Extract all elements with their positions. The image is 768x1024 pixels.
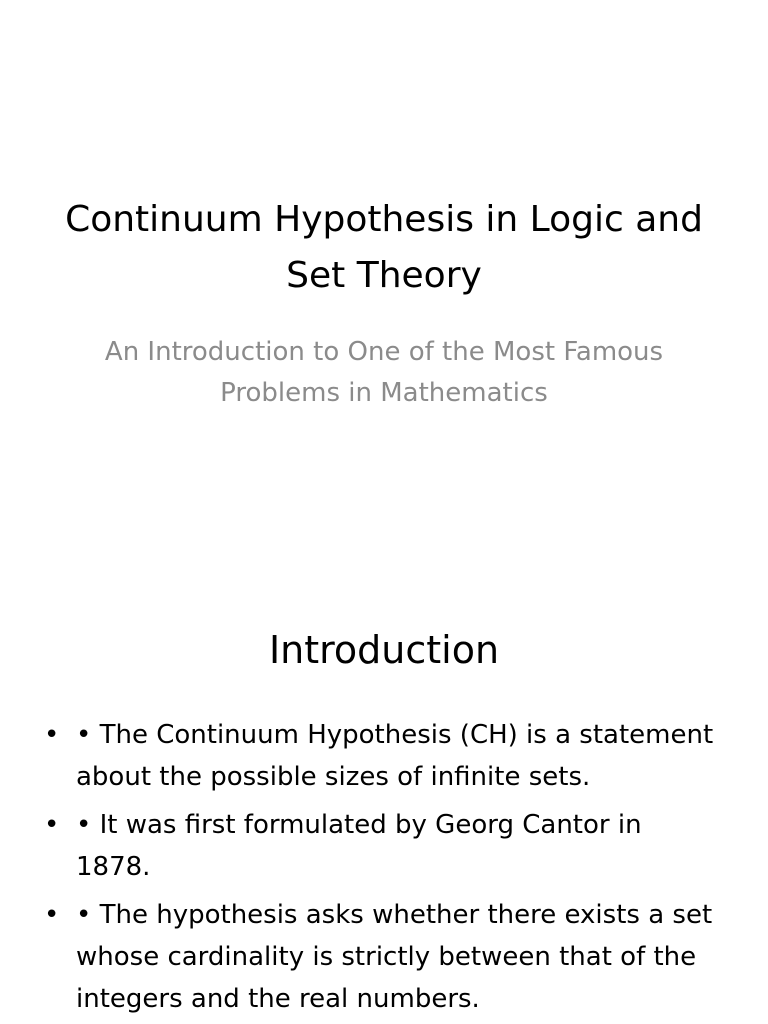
list-item	[0, 894, 768, 1020]
slide-heading: Introduction	[268, 628, 500, 672]
bullet-text: • The hypothesis asks whether there exists a set whose cardinality is strictly between that of the integers and the real numbers.	[76, 900, 713, 1014]
bullet-text: • The Continuum Hypothesis (CH) is a statement about the possible sizes of infinite sets.	[76, 720, 714, 792]
bullet-text: • It was first formulated by Georg Cantor in 1878.	[76, 810, 642, 882]
slide-title: Continuum Hypothesis in Logic and Set Theory	[65, 199, 703, 296]
bullet-icon: •	[44, 720, 60, 750]
list-item	[0, 804, 768, 888]
introduction-slide	[0, 576, 768, 1024]
slide-subtitle: An Introduction to One of the Most Famous Problems in Mathematics	[104, 337, 664, 408]
bullet-list	[0, 714, 768, 1024]
bullet-icon: •	[44, 900, 60, 930]
list-item	[0, 714, 768, 798]
bullet-icon: •	[44, 810, 60, 840]
